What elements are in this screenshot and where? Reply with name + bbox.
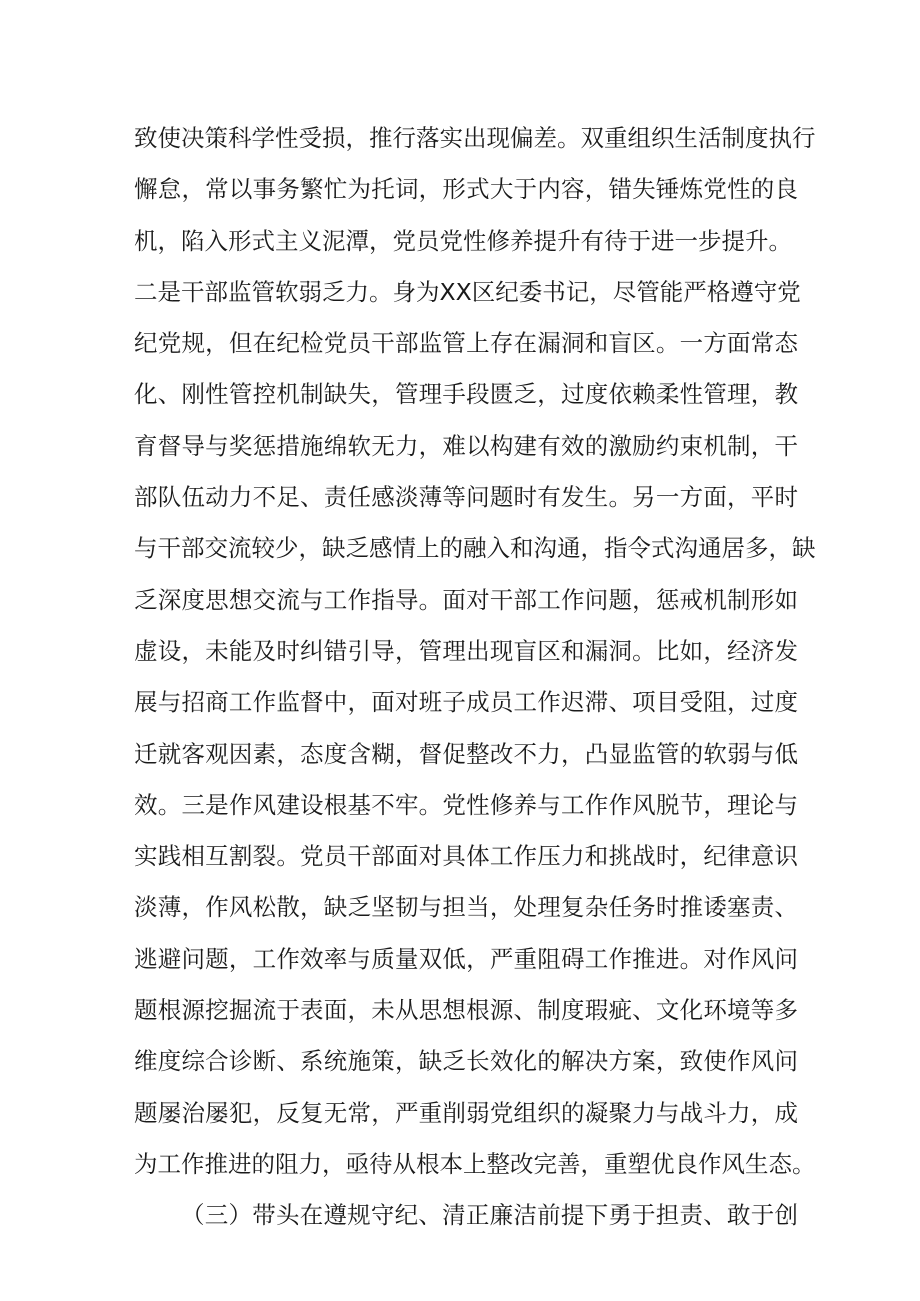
text-line: 机，陷入形式主义泥潭，党员党性修养提升有待于进一步提升。 <box>134 226 792 255</box>
text-line: 实践相互割裂。党员干部面对具体工作压力和挑战时，纪律意识 <box>134 842 798 871</box>
text-line: 淡薄，作风松散，缺乏坚韧与担当，处理复杂任务时推诿塞责、 <box>134 893 798 922</box>
body-text <box>134 113 816 1242</box>
text-line: 逃避问题，工作效率与质量双低，严重阻碍工作推进。对作风问 <box>134 944 798 973</box>
text-line: 虚设，未能及时纠错引导，管理出现盲区和漏洞。比如，经济发 <box>134 636 798 665</box>
text-line: 二是干部监管软弱乏力。身为XX区纪委书记，尽管能严格遵守党 <box>134 277 801 306</box>
text-line: 纪党规，但在纪检党员干部监管上存在漏洞和盲区。一方面常态 <box>134 329 798 358</box>
text-line: 迁就客观因素，态度含糊，督促整改不力，凸显监管的软弱与低 <box>134 739 798 768</box>
text-line: 题屡治屡犯，反复无常，严重削弱党组织的凝聚力与战斗力，成 <box>134 1098 798 1127</box>
text-line: 懈怠，常以事务繁忙为托词，形式大于内容，错失锤炼党性的良 <box>134 175 798 204</box>
text-line: 效。三是作风建设根基不牢。党性修养与工作作风脱节，理论与 <box>134 790 798 819</box>
text-line: 致使决策科学性受损，推行落实出现偏差。双重组织生活制度执行 <box>134 124 816 152</box>
section-heading-line: （三）带头在遵规守纪、清正廉洁前提下勇于担责、敢于创 <box>181 1201 798 1230</box>
text-line: 育督导与奖惩措施绵软无力，难以构建有效的激励约束机制，干 <box>134 431 798 460</box>
text-line: 与干部交流较少，缺乏感情上的融入和沟通，指令式沟通居多，缺 <box>134 534 816 563</box>
text-line: 为工作推进的阻力，亟待从根本上整改完善，重塑优良作风生态。 <box>134 1149 816 1178</box>
text-line: 部队伍动力不足、责任感淡薄等问题时有发生。另一方面，平时 <box>134 483 798 512</box>
text-line: 题根源挖掘流于表面，未从思想根源、制度瑕疵、文化环境等多 <box>134 996 798 1025</box>
text-line: 维度综合诊断、系统施策，缺乏长效化的解决方案，致使作风问 <box>134 1047 798 1076</box>
text-line: 乏深度思想交流与工作指导。面对干部工作问题，惩戒机制形如 <box>134 585 798 614</box>
text-line: 展与招商工作监督中，面对班子成员工作迟滞、项目受阻，过度 <box>134 688 798 717</box>
text-line: 化、刚性管控机制缺失，管理手段匮乏，过度依赖柔性管理，教 <box>134 380 798 409</box>
